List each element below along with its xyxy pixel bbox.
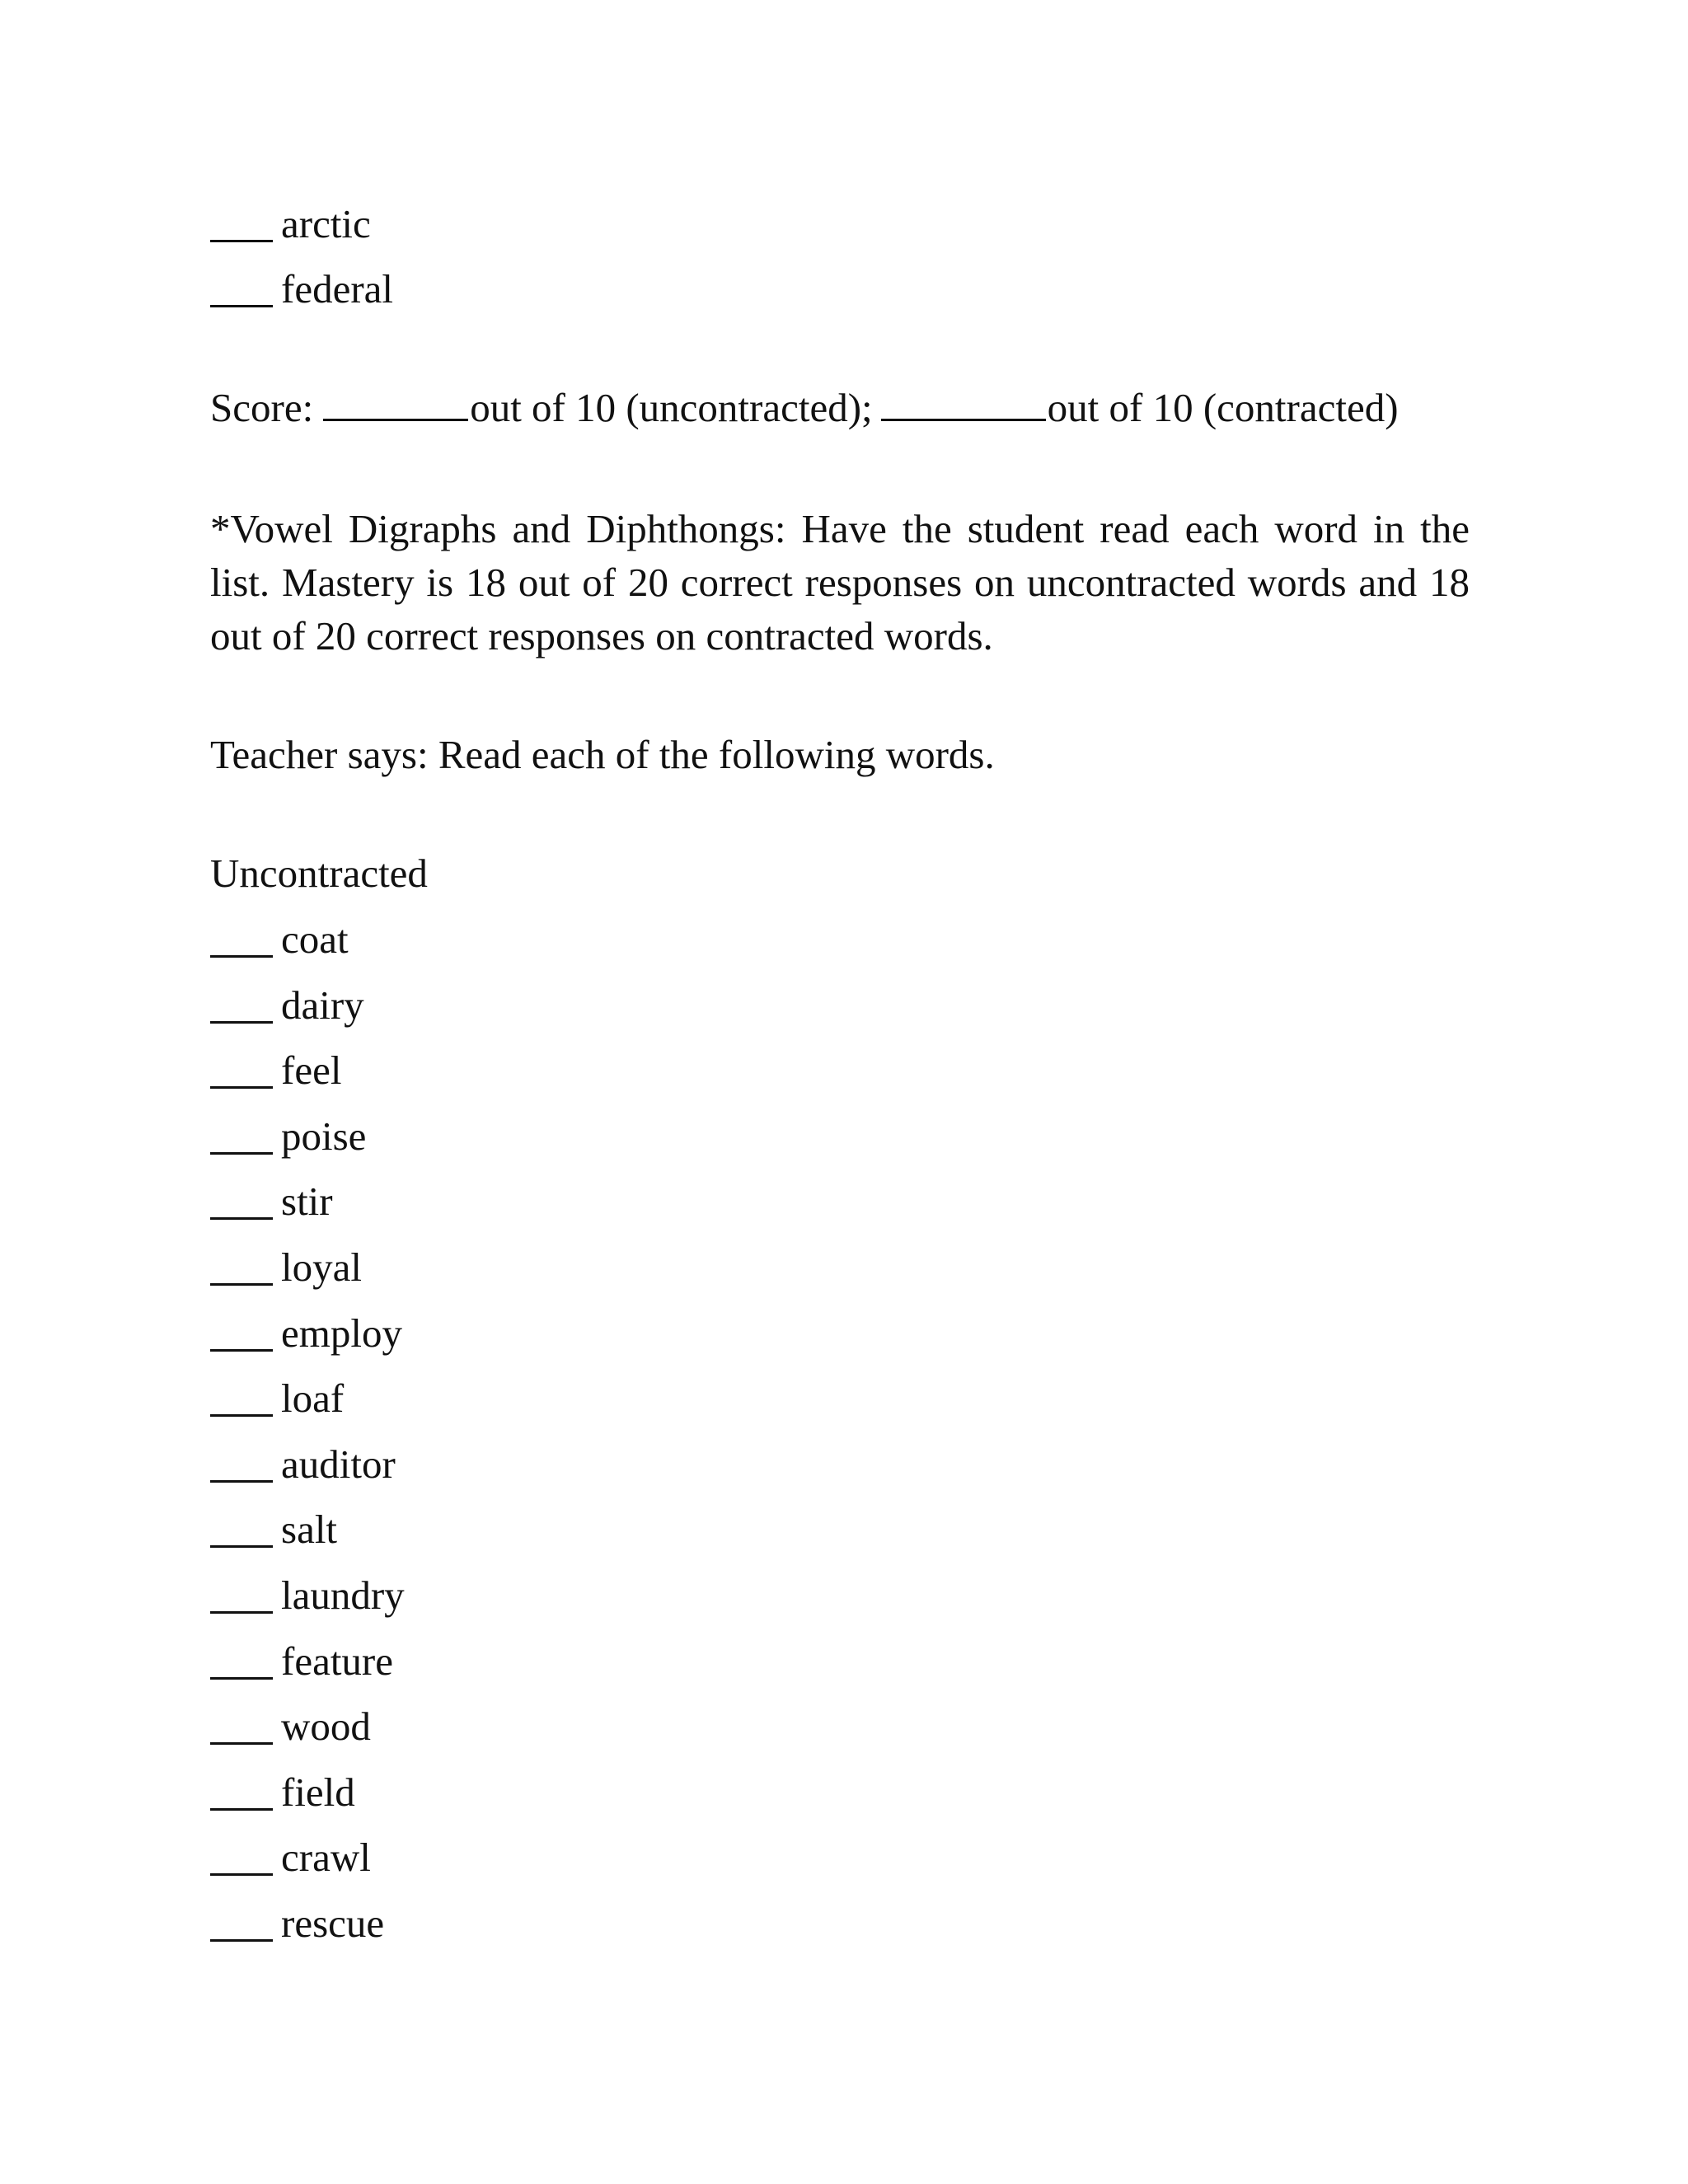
answer-blank[interactable] [210, 1772, 273, 1811]
item-word: loyal [281, 1244, 362, 1290]
list-item [210, 1897, 384, 1950]
list-item [210, 1831, 371, 1884]
item-word: arctic [281, 201, 371, 246]
score-blank-uncontracted[interactable] [323, 382, 468, 421]
list-item [210, 1110, 366, 1163]
list-item [210, 1044, 341, 1097]
list-item [210, 1438, 396, 1491]
teacher-says: Teacher says: Read each of the following words. [210, 732, 995, 777]
answer-blank[interactable] [210, 1903, 273, 1942]
item-word: dairy [281, 982, 364, 1028]
item-word: poise [281, 1113, 367, 1159]
answer-blank[interactable] [210, 1641, 273, 1680]
answer-blank[interactable] [210, 919, 273, 958]
item-word: feel [281, 1047, 342, 1094]
document-page [210, 0, 1479, 2184]
item-word: crawl [281, 1835, 371, 1881]
answer-blank[interactable] [210, 1050, 273, 1089]
list-item [210, 1503, 337, 1556]
score-line [210, 382, 1399, 434]
item-word: laundry [281, 1572, 405, 1618]
answer-blank[interactable] [210, 1509, 273, 1548]
answer-blank[interactable] [210, 1837, 273, 1876]
answer-blank[interactable] [210, 1575, 273, 1614]
answer-blank[interactable] [210, 1313, 273, 1352]
answer-blank[interactable] [210, 1247, 273, 1286]
answer-blank[interactable] [210, 269, 273, 307]
item-word: salt [281, 1507, 338, 1553]
answer-blank[interactable] [210, 204, 273, 242]
list-item [210, 1700, 371, 1753]
item-word: feature [281, 1638, 393, 1684]
list-item [210, 1569, 405, 1622]
list-item [210, 198, 371, 251]
item-word: stir [281, 1179, 333, 1225]
list-item [210, 1372, 344, 1425]
list-item [210, 1175, 333, 1228]
answer-blank[interactable] [210, 1444, 273, 1483]
answer-blank[interactable] [210, 985, 273, 1024]
item-word: loaf [281, 1376, 345, 1422]
instructions-paragraph: *Vowel Digraphs and Diphthongs: Have the student read each word in the list. Mastery is 18 out of 20 correct responses on uncontracted words and 18 out of 20 correct responses on contracted words. [210, 506, 1470, 658]
score-blank-contracted[interactable] [881, 382, 1046, 421]
item-word: rescue [281, 1900, 385, 1946]
list-item [210, 1635, 393, 1688]
item-word: auditor [281, 1441, 396, 1487]
score-text-uncontracted: out of 10 (uncontracted); [470, 385, 873, 430]
list-item [210, 1307, 402, 1360]
list-item [210, 1766, 355, 1819]
item-word: federal [281, 266, 393, 312]
answer-blank[interactable] [210, 1378, 273, 1417]
list-item [210, 979, 364, 1032]
item-word: employ [281, 1310, 402, 1356]
score-label: Score: [210, 385, 314, 430]
item-word: field [281, 1769, 355, 1815]
answer-blank[interactable] [210, 1181, 273, 1220]
answer-blank[interactable] [210, 1116, 273, 1155]
list-item [210, 1241, 362, 1294]
item-word: coat [281, 916, 349, 962]
list-item [210, 913, 349, 966]
section-heading: Uncontracted [210, 851, 428, 896]
item-word: wood [281, 1704, 371, 1750]
answer-blank[interactable] [210, 1706, 273, 1745]
list-item [210, 263, 393, 316]
score-text-contracted: out of 10 (contracted) [1047, 385, 1399, 430]
